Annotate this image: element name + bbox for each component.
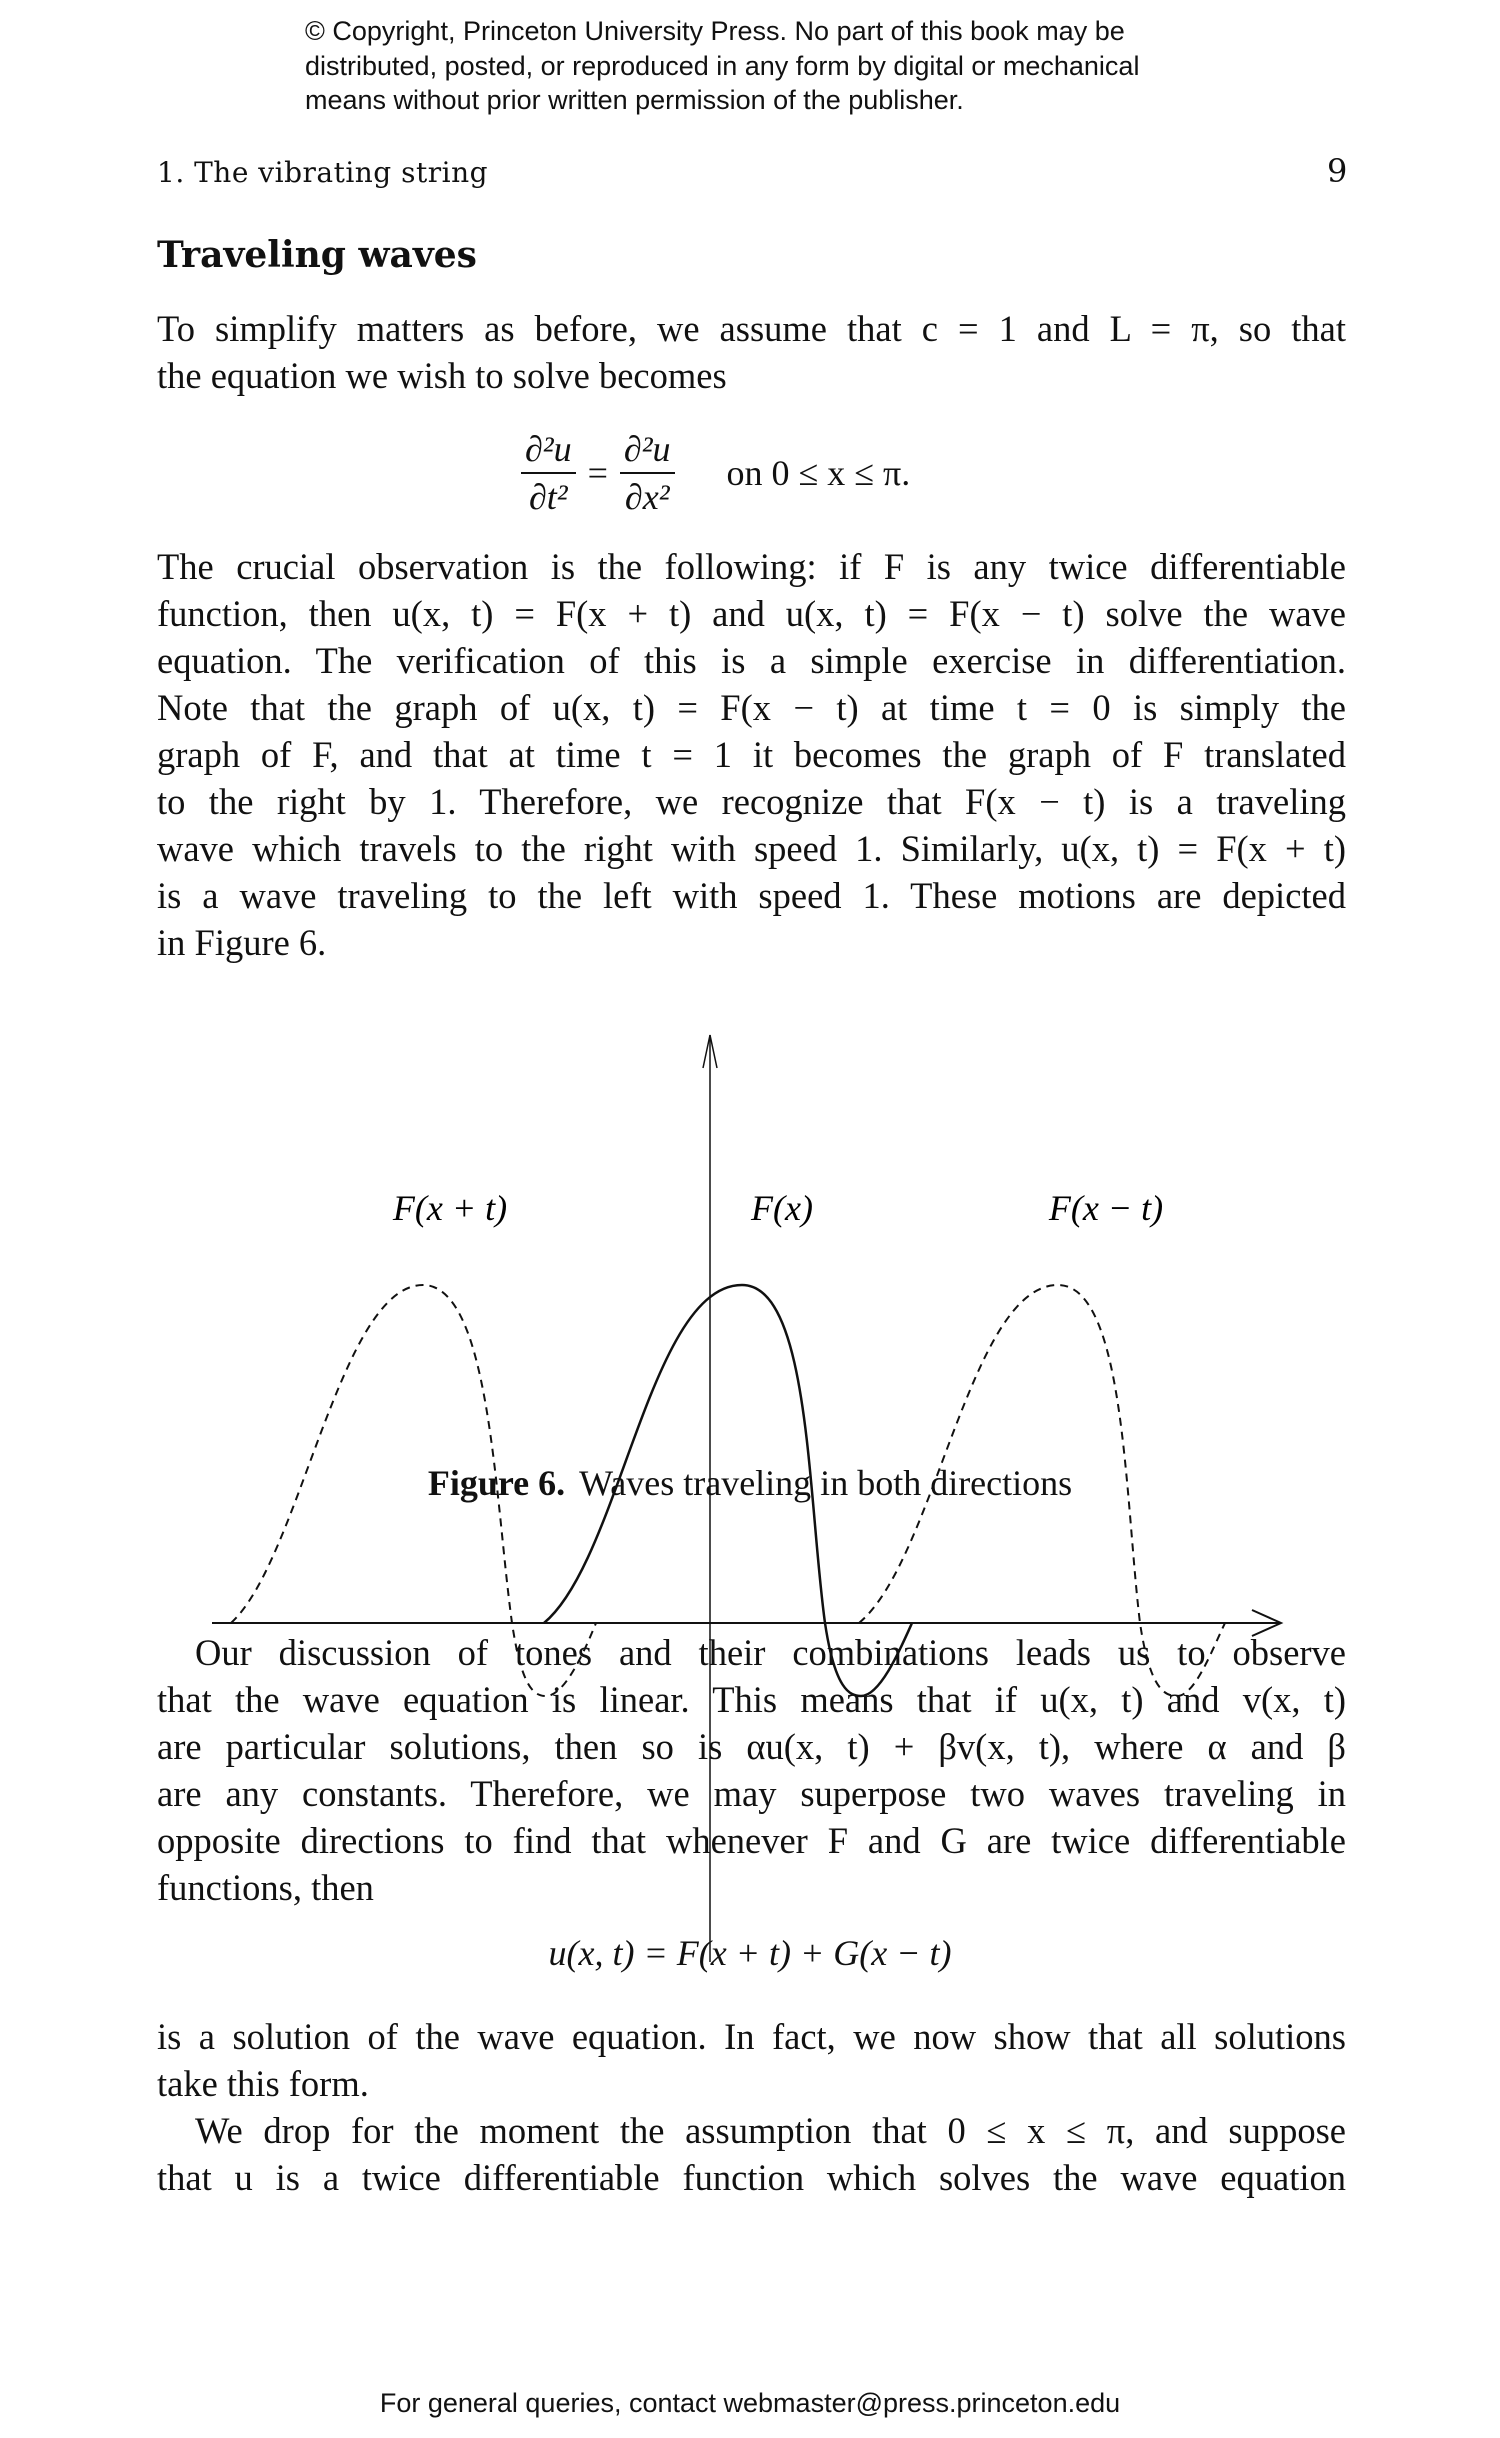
text-line: is a solution of the wave equation. In fact, we now show that all solutions — [157, 2016, 1346, 2057]
label-f-x-plus-t: F(x + t) — [392, 1188, 508, 1228]
text-line: Our discussion of tones and their combinations leads us to observe — [195, 1632, 1346, 1673]
text-line: that u is a twice differentiable function which solves the wave equation — [157, 2157, 1346, 2198]
paragraph-5 — [157, 2107, 1346, 2201]
text-line: that the wave equation is linear. This means that if u(x, t) and v(x, t) — [157, 1679, 1346, 1720]
fraction-lhs: $\frac{\text{∂²u}}{\text{∂t²}}$ — [521, 428, 576, 518]
label-f-x: F(x) — [751, 1188, 813, 1228]
text-line: wave which travels to the right with speed 1. Similarly, u(x, t) = F(x + t) — [157, 828, 1346, 869]
fraction-rhs: $\frac{\text{∂²u}}{\text{∂x²}}$ — [620, 428, 675, 518]
copyright-line: means without prior written permission of the publisher. — [305, 85, 964, 115]
text-line: are particular solutions, then so is αu(x, t) + βv(x, t), where α and β — [157, 1726, 1346, 1767]
text-line: take this form. — [157, 2063, 369, 2104]
text-line: Note that the graph of u(x, t) = F(x − t) at time t = 0 is simply the — [157, 687, 1346, 728]
text-line: functions, then — [157, 1867, 374, 1908]
paragraph-3 — [157, 1629, 1346, 1911]
caption-text: Waves traveling in both directions — [579, 1463, 1073, 1503]
text-line: are any constants. Therefore, we may superpose two waves traveling in — [157, 1773, 1346, 1814]
text-line: We drop for the moment the assumption that 0 ≤ x ≤ π, and suppose — [195, 2110, 1346, 2151]
paragraph-4 — [157, 2013, 1346, 2107]
text-line: opposite directions to find that whenever F and G are twice differentiable — [157, 1820, 1346, 1861]
copyright-line: © Copyright, Princeton University Press. No part of this book may be — [305, 16, 1125, 46]
text-line: graph of F, and that at time t = 1 it becomes the graph of F translated — [157, 734, 1346, 775]
text-line: is a wave traveling to the left with speed 1. These motions are depicted — [157, 875, 1346, 916]
section-title: Traveling waves — [157, 234, 477, 276]
caption-label: Figure 6. — [427, 1463, 566, 1503]
text-line: the equation we wish to solve becomes — [157, 355, 727, 396]
text-line: To simplify matters as before, we assume that c = 1 and L = π, so that — [157, 308, 1346, 349]
copyright-line: distributed, posted, or reproduced in any form by digital or mechanical — [305, 50, 1140, 81]
text-line: equation. The verification of this is a simple exercise in differentiation. — [157, 640, 1346, 681]
wave-equation: $\frac{\text{∂²u}}{\text{∂t²}}$ = $\frac{\text{∂²u}}{\text{∂x²}}$ on 0 ≤ x ≤ π. — [515, 428, 910, 518]
page-number: 9 — [1327, 152, 1348, 190]
text-line: in Figure 6. — [157, 922, 327, 963]
running-header: 1. The vibrating string — [157, 156, 489, 189]
text-line: The crucial observation is the following: if F is any twice differentiable — [157, 546, 1346, 587]
text-line: to the right by 1. Therefore, we recognize that F(x − t) is a traveling — [157, 781, 1346, 822]
footer-contact: For general queries, contact webmaster@press.princeton.edu — [379, 2388, 1121, 2418]
label-f-x-minus-t: F(x − t) — [1048, 1188, 1164, 1228]
figure-caption — [0, 1462, 1500, 1504]
general-solution-equation: u(x, t) = F(x + t) + G(x − t) — [548, 1933, 952, 1973]
equation-condition: on 0 ≤ x ≤ π. — [726, 453, 911, 493]
text-line: function, then u(x, t) = F(x + t) and u(x, t) = F(x − t) solve the wave — [157, 593, 1346, 634]
